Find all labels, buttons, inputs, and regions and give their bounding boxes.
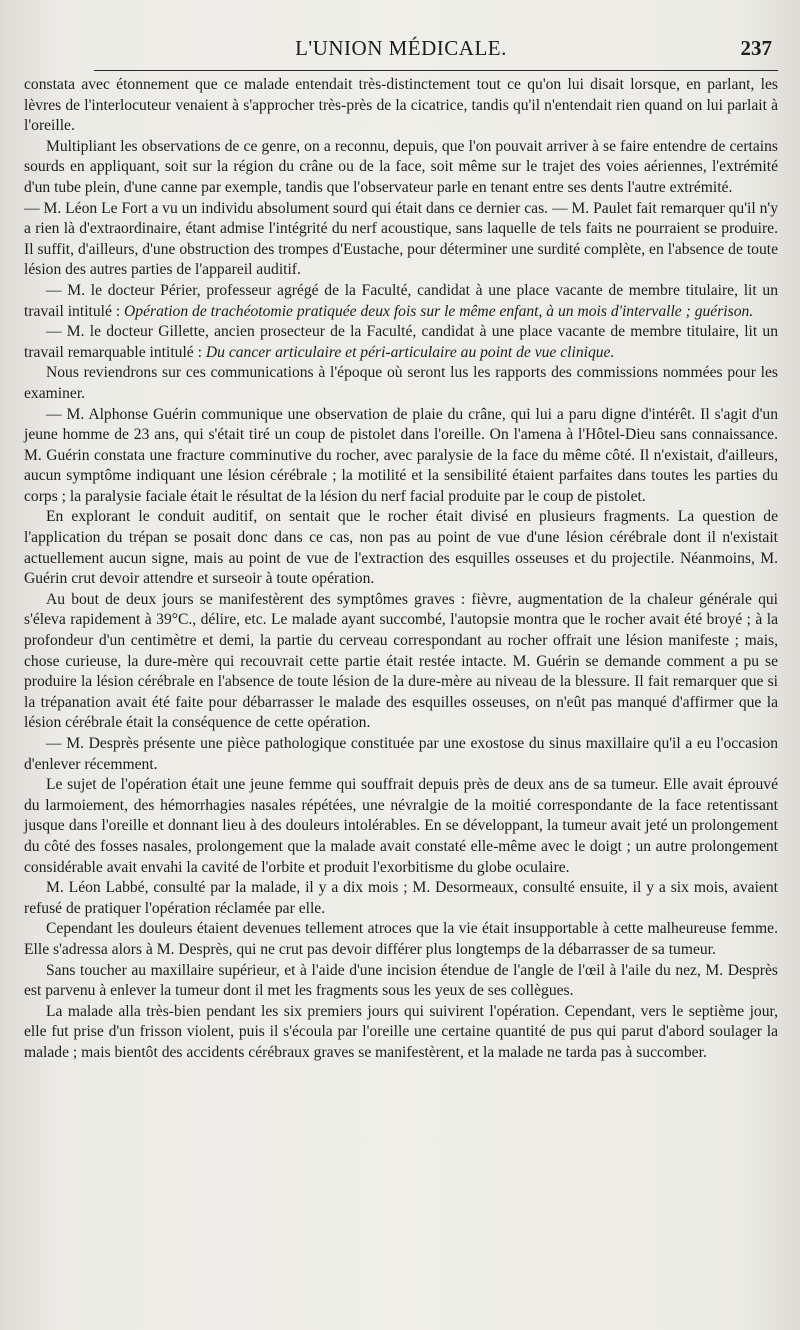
paragraph: — M. le docteur Gillette, ancien prosecteur de la Faculté, candidat à une place vacante de membre titulaire, lit un travail remarquable intitulé : Du cancer articulaire et péri-articulaire au point de vue clinique. <box>24 323 778 361</box>
paragraph: La malade alla très-bien pendant les six premiers jours qui suivirent l'opération. Cependant, vers le septième jour, elle fut prise d'un frisson violent, puis il s'écoula par l'oreille une certaine quantité de pus qui parut d'abord soulager la malade ; mais bientôt des accidents cérébraux graves se manifestèrent, et la malade ne tarda pas à succomber. <box>24 1002 778 1061</box>
paragraph: Cependant les douleurs étaient devenues tellement atroces que la vie était insupportable à cette malheureuse femme. Elle s'adressa alors à M. Desprès, qui ne crut pas devoir différer plus longtemps de la débarrasser de sa tumeur. <box>24 920 778 958</box>
paragraph: Le sujet de l'opération était une jeune femme qui souffrait depuis près de deux ans de sa tumeur. Elle avait éprouvé du larmoiement, des hémorrhagies nasales répétées, une névralgie de la moitié correspondante de la face retentissant jusque dans l'oreille et donnant lieu à des douleurs intolérables. En se développant, la tumeur avait jeté un prolongement du côté des fosses nasales, prolongement que la malade avait constaté elle-même avec le doigt ; un autre prolongement considérable avait envahi la cavité de l'orbite et produit l'exorbitisme du globe oculaire. <box>24 776 778 876</box>
paragraph: Multipliant les observations de ce genre, on a reconnu, depuis, que l'on pouvait arriver à se faire entendre de certains sourds en appliquant, soit sur la région du crâne ou de la face, soit même sur le trajet des voies aériennes, l'extrémité d'un tube plein, d'une canne par exemple, tandis que l'observateur parle en tenant entre ses dents l'autre extrémité. <box>24 137 778 196</box>
title-italic: Du cancer articulaire et péri-articulaire au point de vue clinique. <box>205 343 615 361</box>
title-italic: Opération de trachéotomie pratiquée deux fois sur le même enfant, à un mois d'intervalle ; guérison. <box>124 302 754 320</box>
paragraph: Au bout de deux jours se manifestèrent des symptômes graves : fièvre, augmentation de la chaleur générale qui s'éleva rapidement à 39°C., délire, etc. Le malade ayant succombé, l'autopsie montra que le rocher avait été broyé ; à la profondeur d'un centimètre et demi, la partie du cerveau correspondant au rocher offrait une lésion manifeste ; mais, chose curieuse, la dure-mère qui recouvrait cette partie était restée intacte. M. Guérin se demande comment a pu se produire la lésion cérébrale en l'absence de toute lésion de la dure-mère au niveau de la blessure. Il fait remarquer que si la trépanation avait été faite pour débarrasser le malade des esquilles osseuses, on n'eût pas manqué d'affirmer que la lésion cérébrale était la conséquence de cette opération. <box>24 590 778 732</box>
running-title: L'UNION MÉDICALE. <box>295 36 507 60</box>
paragraph: En explorant le conduit auditif, on sentait que le rocher était divisé en plusieurs fragments. La question de l'application du trépan se posait donc dans ce cas, non pas au point de vue d'une lésion cérébrale dont il n'existait actuellement aucun signe, mais au point de vue de l'extraction des esquilles osseuses et du projectile. Néanmoins, M. Guérin crut devoir attendre et surseoir à toute opération. <box>24 508 778 588</box>
paragraph: — M. le docteur Périer, professeur agrégé de la Faculté, candidat à une place vacante de membre titulaire, lit un travail intitulé : Opération de trachéotomie pratiquée deux fois sur le même enfant, à un mois d'intervalle ; guérison. <box>24 281 778 320</box>
page-header <box>24 30 778 66</box>
paragraph: Nous reviendrons sur ces communications à l'époque où seront lus les rapports des commissions nommées pour les examiner. <box>24 364 778 402</box>
paragraph: Sans toucher au maxillaire supérieur, et à l'aide d'une incision étendue de l'angle de l'œil à l'aile du nez, M. Desprès est parvenu à enlever la tumeur dont il met les fragments sous les yeux de ses collègues. <box>24 961 778 1000</box>
paragraph: — M. Alphonse Guérin communique une observation de plaie du crâne, qui lui a paru digne d'intérêt. Il s'agit d'un jeune homme de 23 ans, qui s'était tiré un coup de pistolet dans l'oreille. On l'amena à l'Hôtel-Dieu sans connaissance. M. Guérin constata une fracture comminutive du rocher, avec paralysie de la face du même côté. Il n'existait, d'ailleurs, aucun symptôme indiquant une lésion cérébrale ; la motilité et la sensibilité étaient parfaites dans toutes les parties du corps ; la paralysie faciale était le résultat de la lésion du nerf facial produite par le coup de pistolet. <box>24 405 778 505</box>
header-rule <box>94 70 778 71</box>
paragraph: M. Léon Labbé, consulté par la malade, il y a dix mois ; M. Desormeaux, consulté ensuite, il y a six mois, avaient refusé de pratiquer l'opération réclamée par elle. <box>24 879 778 917</box>
paragraph: constata avec étonnement que ce malade entendait très-distinctement tout ce qu'on lui disait lorsque, en parlant, les lèvres de l'interlocuteur venaient à s'approcher très-près de la cicatrice, tandis qu'il n'entendait rien quand on lui parlait à l'oreille. <box>24 76 778 135</box>
article-body <box>24 75 778 1064</box>
paragraph: — M. Léon Le Fort a vu un individu absolument sourd qui était dans ce dernier cas. — M. Paulet fait remarquer qu'il n'y a rien là d'extraordinaire, étant admise l'intégrité du nerf acoustique, sans laquelle de tels faits ne pourraient se produire. Il suffit, d'ailleurs, d'une obstruction des trompes d'Eustache, pour déterminer une surdité complète, en l'absence de toute lésion des autres parties de l'appareil auditif. <box>24 199 778 279</box>
paragraph: — M. Desprès présente une pièce pathologique constituée par une exostose du sinus maxillaire qu'il a eu l'occasion d'enlever récemment. <box>24 735 778 773</box>
page-number: 237 <box>740 36 772 60</box>
